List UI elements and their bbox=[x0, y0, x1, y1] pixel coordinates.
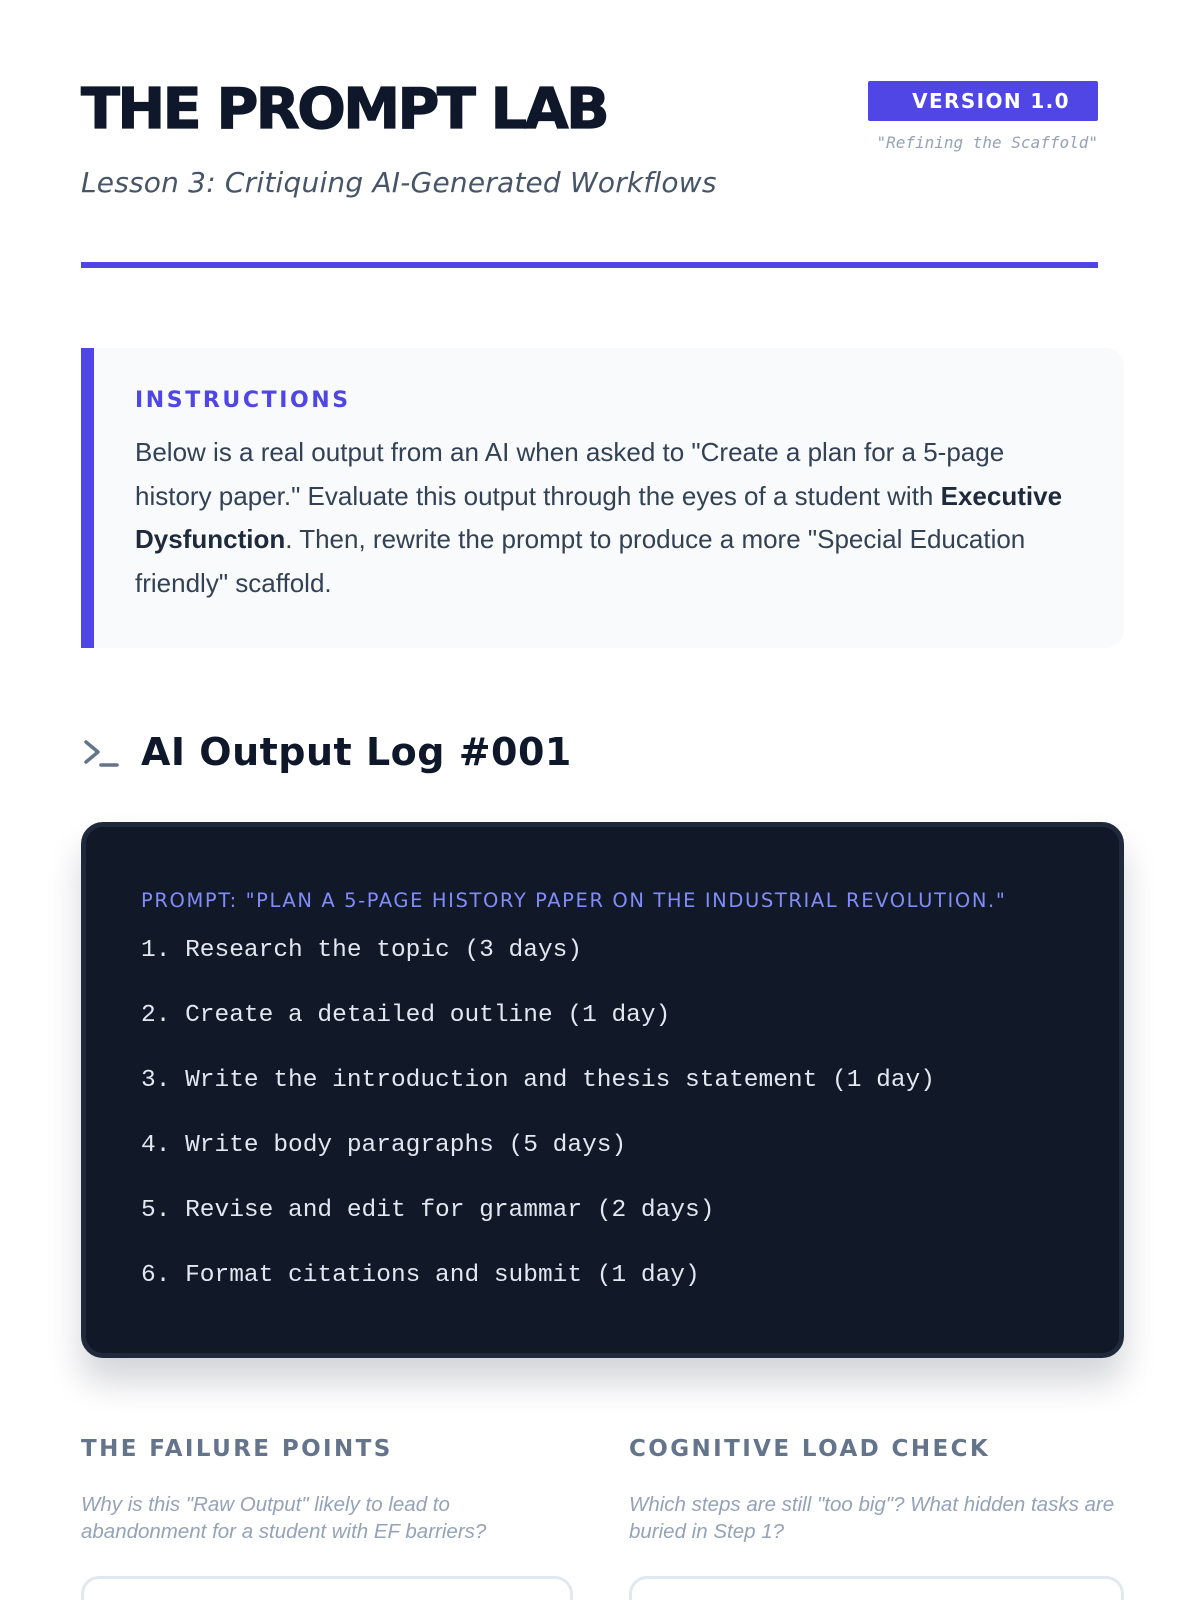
prompt-text: PROMPT: "PLAN A 5-PAGE HISTORY PAPER ON THE INDUSTRIAL REVOLUTION." bbox=[141, 889, 1007, 912]
step-item: 6. Format citations and submit (1 day) bbox=[141, 1262, 700, 1289]
step-item: 5. Revise and edit for grammar (2 days) bbox=[141, 1197, 715, 1224]
failure-points-answer-box[interactable] bbox=[81, 1576, 573, 1600]
instructions-emphasis: Executive Dysfunction bbox=[135, 480, 1063, 554]
instructions-heading: INSTRUCTIONS bbox=[135, 388, 351, 413]
step-list bbox=[141, 934, 1064, 1324]
cognitive-load-prompt: Which steps are still "too big"? What hidden tasks are buried in Step 1? bbox=[629, 1493, 1115, 1543]
cognitive-load-heading: COGNITIVE LOAD CHECK bbox=[629, 1436, 991, 1462]
failure-points-section bbox=[81, 1436, 573, 1545]
page-title: THE PROMPT LAB bbox=[81, 77, 608, 142]
step-item: 2. Create a detailed outline (1 day) bbox=[141, 1002, 671, 1029]
version-tagline: "Refining the Scaffold" bbox=[876, 133, 1098, 152]
failure-points-heading: THE FAILURE POINTS bbox=[81, 1436, 393, 1462]
instructions-text bbox=[135, 431, 1064, 605]
lesson-subtitle: Lesson 3: Critiquing AI-Generated Workflows bbox=[81, 166, 717, 199]
page-header bbox=[81, 0, 1098, 268]
output-log-heading bbox=[81, 730, 572, 774]
step-item: 1. Research the topic (3 days) bbox=[141, 937, 583, 964]
version-badge: VERSION 1.0 bbox=[868, 81, 1098, 121]
step-item: 4. Write body paragraphs (5 days) bbox=[141, 1132, 627, 1159]
step-item: 3. Write the introduction and thesis statement (1 day) bbox=[141, 1067, 935, 1094]
terminal-icon bbox=[81, 734, 121, 770]
output-log-title: AI Output Log #001 bbox=[141, 730, 572, 774]
instructions-card bbox=[81, 348, 1124, 648]
instructions-text-before: Below is a real output from an AI when asked to "Create a plan for a 5-page history paper." Evaluate this output through the eyes of a student with bbox=[135, 437, 1005, 511]
failure-points-prompt: Why is this "Raw Output" likely to lead to abandonment for a student with EF barriers? bbox=[81, 1493, 487, 1543]
cognitive-load-answer-box[interactable] bbox=[629, 1576, 1124, 1600]
instructions-text-after: . Then, rewrite the prompt to produce a more "Special Education friendly" scaffold. bbox=[135, 524, 1026, 598]
cognitive-load-section bbox=[629, 1436, 1121, 1545]
ai-output-panel bbox=[81, 822, 1124, 1358]
